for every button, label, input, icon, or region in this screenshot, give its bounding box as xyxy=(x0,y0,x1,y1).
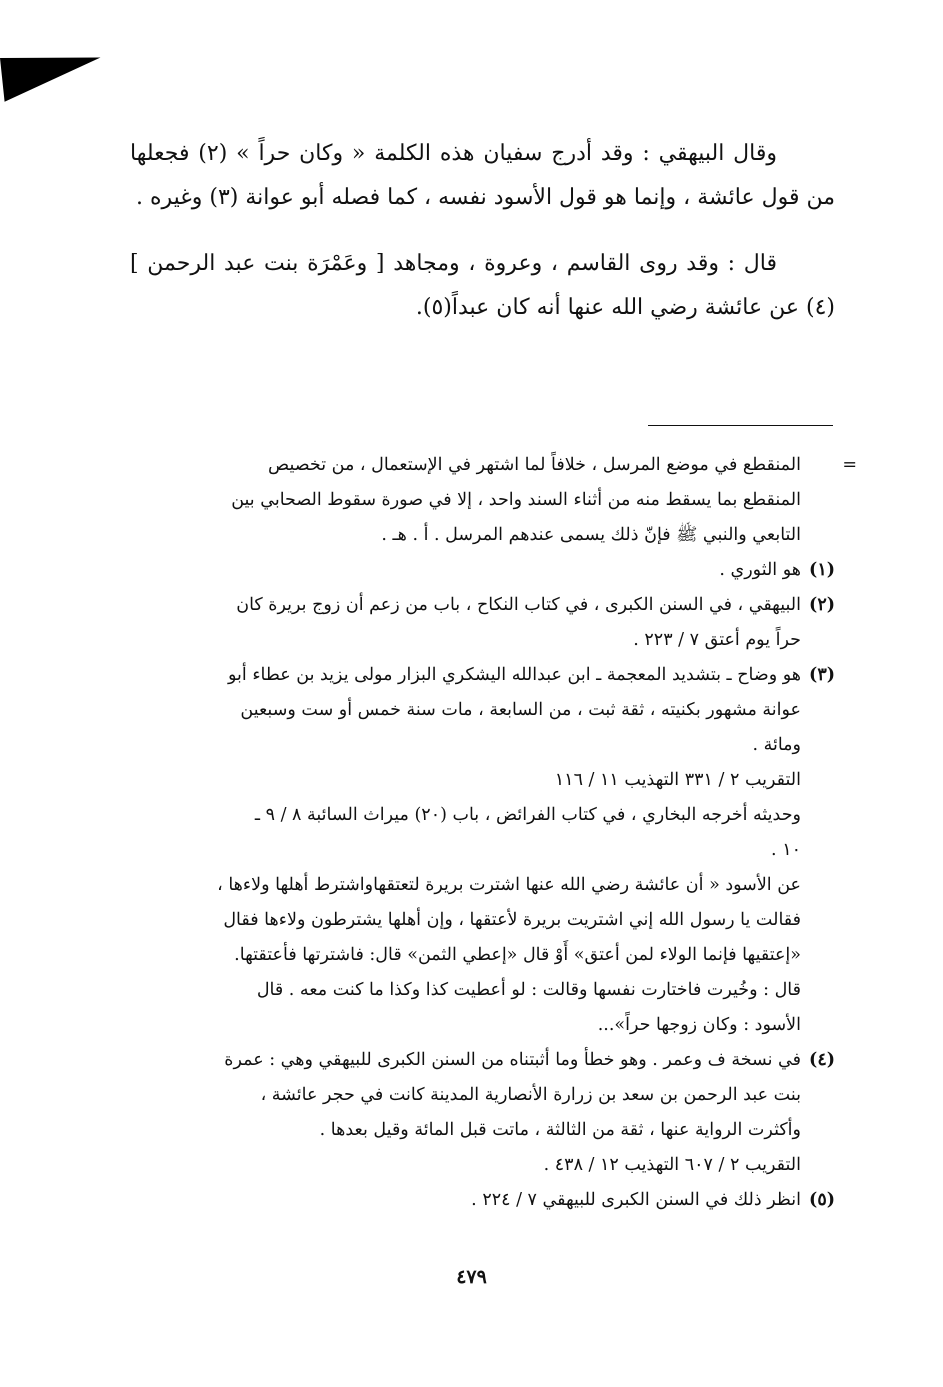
footnote-item xyxy=(130,553,835,588)
footnote-line: انظر ذلك في السنن الكبرى للبيهقي ٧ / ٢٢٤ . xyxy=(471,1190,801,1210)
footnote-separator xyxy=(648,425,833,426)
footnote-item xyxy=(130,588,835,658)
footnote-line: ومائة . xyxy=(752,735,801,755)
footnote-number: (١) xyxy=(809,560,835,580)
footnote-line: التقريب ٢ / ٣٣١ التهذيب ١١ / ١١٦ xyxy=(554,770,801,790)
footnote-line: ١٠ . xyxy=(771,840,801,860)
footnote-line: المنقطع في موضع المرسل ، خلافاً لما اشتهر في الإستعمال ، من تخصيص xyxy=(268,455,801,475)
footnote-line: هو وضاح ـ بتشديد المعجمة ـ ابن عبدالله اليشكري البزار مولى يزيد بن عطاء أبو xyxy=(227,665,801,685)
footnote-line: هو الثوري . xyxy=(719,560,801,580)
footnote-line: التابعي والنبي ﷺ فإنّ ذلك يسمى عندهم المرسل . أ . هـ . xyxy=(381,525,801,545)
footnote-item xyxy=(130,658,835,1043)
page-corner-mark xyxy=(0,48,104,102)
main-text xyxy=(130,132,835,330)
footnote-line: المنقطع بما يسقط منه من أثناء السند واحد ، إلا في صورة سقوط الصحابي بين xyxy=(231,490,801,510)
footnotes xyxy=(130,448,857,1218)
footnote-item xyxy=(130,1043,835,1183)
footnote-number: (٥) xyxy=(809,1190,835,1210)
footnote-line: قال : وخُيرت فاختارت نفسها وقالت : لو أعطيت كذا وكذا ما كنت معه . قال xyxy=(256,980,801,1000)
footnote-line: البيهقي ، في السنن الكبرى ، في كتاب النكاح ، باب من زعم أن زوج بريرة كان xyxy=(236,595,801,615)
footnote-line: الأسود : وكان زوجها حراً»... xyxy=(597,1015,801,1035)
footnote-line: بنت عبد الرحمن بن سعد بن زرارة الأنصارية المدينة كانت في حجر عائشة ، xyxy=(260,1085,801,1105)
footnote-line: فقالت يا رسول الله إني اشتريت بريرة لأعتقها ، وإن أهلها يشترطون ولاءها فقال xyxy=(223,910,801,930)
footnote-item xyxy=(130,1183,835,1218)
footnote-line: «إعتقيها فإنما الولاء لمن أعتق» أَوْ قال «إعطي الثمن» قال: فاشترتها فأعتقتها. xyxy=(234,945,801,965)
footnote-line: عن الأسود « أن عائشة رضي الله عنها اشترت بريرة لتعتقهاواشترط أهلها ولاءها ، xyxy=(217,875,801,895)
main-paragraph-2: قال : وقد روى القاسم ، وعروة ، ومجاهد [ وعَمْرَة بنت عبد الرحمن ](٤) عن عائشة رضي الله عنها أنه كان عبداً(٥). xyxy=(130,251,835,320)
footnote-number: (٤) xyxy=(809,1050,835,1070)
footnote-line: وأكثرت الرواية عنها ، ثقة من الثالثة ، ماتت قبل المائة وقيل بعدها . xyxy=(319,1120,801,1140)
footnote-line: حراً يوم أعتق ٧ / ٢٢٣ . xyxy=(633,630,801,650)
footnote-line: وحديثه أخرجه البخاري ، في كتاب الفرائض ، باب (٢٠) ميراث السائبة ٨ / ٩ ـ xyxy=(254,805,801,825)
footnote-number: = xyxy=(842,455,857,475)
page-number: ٤٧٩ xyxy=(456,1266,487,1288)
footnote-number: (٢) xyxy=(809,595,835,615)
main-paragraph-1: وقال البيهقي : وقد أدرج سفيان هذه الكلمة « وكان حراً » (٢) فجعلها من قول عائشة ، وإنما هو قول الأسود نفسه ، كما فصله أبو عوانة (٣) وغيره . xyxy=(130,141,835,210)
footnote-line: عوانة مشهور بكنيته ، ثقة ثبت ، من السابعة ، مات سنة خمس أو ست وسبعين xyxy=(240,700,801,720)
footnote-line: التقريب ٢ / ٦٠٧ التهذيب ١٢ / ٤٣٨ . xyxy=(543,1155,801,1175)
footnote-line: في نسخة ف وعمر . وهو خطأ وما أثبتناه من السنن الكبرى للبيهقي وهي : عمرة xyxy=(224,1050,801,1070)
footnote-number: (٣) xyxy=(809,665,835,685)
footnote-item xyxy=(130,448,857,553)
